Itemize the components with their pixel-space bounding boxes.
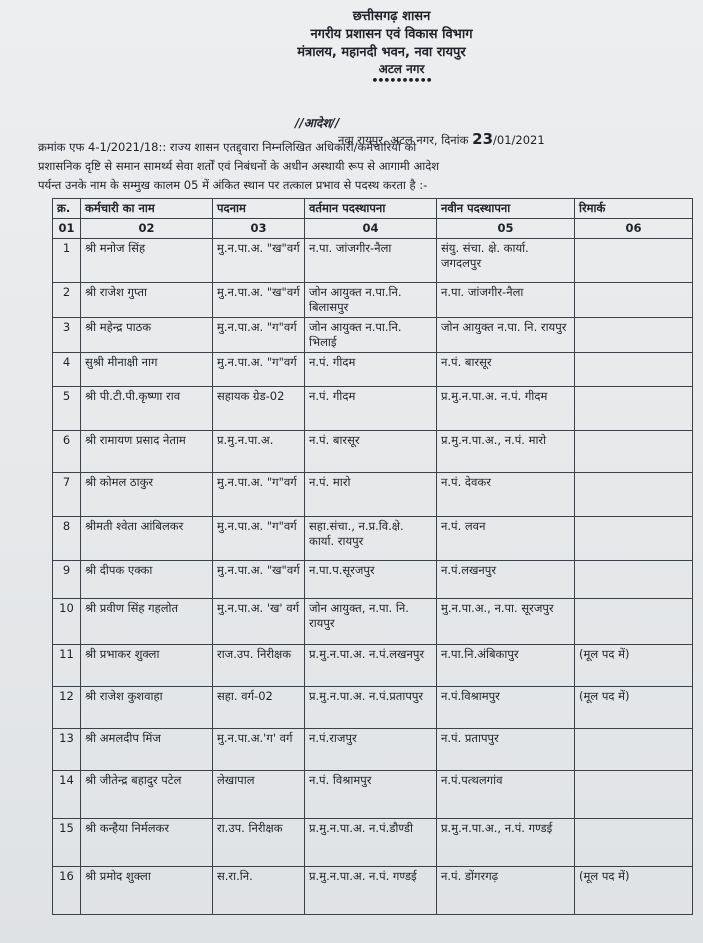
employee-name-cell: श्रीमती श्वेता आंबिलकर	[81, 517, 213, 561]
table-row	[53, 599, 693, 645]
order-title: //आदेश//	[295, 116, 340, 130]
serial-cell: 11	[53, 645, 81, 687]
designation-cell: मु.न.पा.अ. "ग"वर्ग	[213, 473, 305, 517]
employee-name-cell: श्री प्रभाकर शुक्ला	[81, 645, 213, 687]
remark-cell	[575, 729, 693, 771]
header-government: छत्तीसगढ़ शासन	[352, 9, 431, 24]
employee-name-cell: श्री प्रवीण सिंह गहलोत	[81, 599, 213, 645]
serial-cell: 10	[53, 599, 81, 645]
designation-cell: मु.न.पा.अ. "ग"वर्ग	[213, 353, 305, 387]
new-posting-cell: न.पं. डोंगरगढ़	[437, 867, 575, 915]
header-designation: पदनाम	[213, 199, 305, 219]
current-posting-cell: न.पं.राजपुर	[305, 729, 437, 771]
new-posting-cell: प्र.मु.न.पा.अ., न.पं. मारो	[437, 431, 575, 473]
employee-name-cell: श्री राजेश कुशवाहा	[81, 687, 213, 729]
current-posting-cell: न.पा.प.सूरजपुर	[305, 561, 437, 599]
header-current-posting: वर्तमान पदस्थापना	[305, 199, 437, 219]
new-posting-cell: प्र.मु.न.पा.अ., न.पं. गण्डई	[437, 819, 575, 867]
column-number: 06	[575, 219, 693, 239]
new-posting-cell: मु.न.पा.अ., न.पा. सूरजपुर	[437, 599, 575, 645]
serial-cell: 15	[53, 819, 81, 867]
new-posting-cell: न.पं.पत्थलगांव	[437, 771, 575, 819]
serial-cell: 9	[53, 561, 81, 599]
remark-cell: (मूल पद में)	[575, 687, 693, 729]
new-posting-cell: न.पं. बारसूर	[437, 353, 575, 387]
designation-cell: प्र.मु.न.पा.अ.	[213, 431, 305, 473]
new-posting-cell: न.पं. लवन	[437, 517, 575, 561]
remark-cell	[575, 318, 693, 353]
table-row	[53, 353, 693, 387]
remark-cell	[575, 561, 693, 599]
serial-cell: 5	[53, 387, 81, 431]
remark-cell	[575, 517, 693, 561]
designation-cell: मु.न.पा.अ. "ग"वर्ग	[213, 318, 305, 353]
table-row	[53, 387, 693, 431]
table-row	[53, 771, 693, 819]
current-posting-cell: जोन आयुक्त न.पा.नि. भिलाई	[305, 318, 437, 353]
table-row	[53, 561, 693, 599]
new-posting-cell: न.पं.विश्रामपुर	[437, 687, 575, 729]
designation-cell: सहायक ग्रेड-02	[213, 387, 305, 431]
table-row	[53, 867, 693, 915]
designation-cell: राज.उप. निरीक्षक	[213, 645, 305, 687]
column-number: 05	[437, 219, 575, 239]
designation-cell: मु.न.पा.अ. "ख"वर्ग	[213, 283, 305, 318]
serial-cell: 1	[53, 239, 81, 283]
designation-cell: स.रा.नि.	[213, 867, 305, 915]
new-posting-cell: संयु. संचा. क्षे. कार्या. जगदलपुर	[437, 239, 575, 283]
designation-cell: मु.न.पा.अ. "ख"वर्ग	[213, 561, 305, 599]
header-department: नगरीय प्रशासन एवं विकास विभाग	[310, 27, 473, 42]
remark-cell	[575, 819, 693, 867]
serial-cell: 12	[53, 687, 81, 729]
current-posting-cell: न.पं. मारो	[305, 473, 437, 517]
current-posting-cell: जोन आयुक्त न.पा.नि. बिलासपुर	[305, 283, 437, 318]
order-paragraph-line-1: क्रमांक एफ 4-1/2021/18:: राज्य शासन एतद्द्वारा निम्नलिखित अधिकारी/कर्मचारियों को	[38, 140, 417, 154]
remark-cell	[575, 771, 693, 819]
employee-name-cell: श्री दीपक एक्का	[81, 561, 213, 599]
current-posting-cell: सहा.संचा., न.प्र.वि.क्षे. कार्या. रायपुर	[305, 517, 437, 561]
table-row	[53, 239, 693, 283]
serial-cell: 3	[53, 318, 81, 353]
serial-cell: 8	[53, 517, 81, 561]
employee-name-cell: श्री मनोज सिंह	[81, 239, 213, 283]
table-row	[53, 283, 693, 318]
serial-cell: 6	[53, 431, 81, 473]
employee-name-cell: श्री कोमल ठाकुर	[81, 473, 213, 517]
column-number: 04	[305, 219, 437, 239]
serial-cell: 14	[53, 771, 81, 819]
order-paragraph-line-3: पर्यन्त उनके नाम के सम्मुख कालम 05 में अंकित स्थान पर तत्काल प्रभाव से पदस्थ करता है :-	[38, 178, 428, 192]
designation-cell: लेखापाल	[213, 771, 305, 819]
remark-cell	[575, 239, 693, 283]
remark-cell	[575, 387, 693, 431]
designation-cell: सहा. वर्ग-02	[213, 687, 305, 729]
current-posting-cell: न.पा. जांजगीर-नैला	[305, 239, 437, 283]
employee-name-cell: श्री रामायण प्रसाद नेताम	[81, 431, 213, 473]
new-posting-cell: न.पं.लखनपुर	[437, 561, 575, 599]
employee-name-cell: श्री महेन्द्र पाठक	[81, 318, 213, 353]
header-city: अटल नगर	[378, 62, 425, 76]
table-header-row	[53, 199, 693, 219]
employee-name-cell: श्री पी.टी.पी.कृष्णा राव	[81, 387, 213, 431]
designation-cell: रा.उप. निरीक्षक	[213, 819, 305, 867]
serial-cell: 7	[53, 473, 81, 517]
table-row	[53, 431, 693, 473]
remark-cell	[575, 599, 693, 645]
header-underline: ••••••••••	[371, 74, 432, 87]
designation-cell: मु.न.पा.अ. "ग"वर्ग	[213, 517, 305, 561]
table-row	[53, 318, 693, 353]
serial-cell: 2	[53, 283, 81, 318]
new-posting-cell: जोन आयुक्त न.पा. नि. रायपुर	[437, 318, 575, 353]
new-posting-cell: न.पा. जांजगीर-नैला	[437, 283, 575, 318]
employee-name-cell: श्री अमलदीप मिंज	[81, 729, 213, 771]
remark-cell: (मूल पद में)	[575, 867, 693, 915]
employee-name-cell: श्री कन्हैया निर्मलकर	[81, 819, 213, 867]
remark-cell	[575, 431, 693, 473]
new-posting-cell: न.पा.नि.अंबिकापुर	[437, 645, 575, 687]
remark-cell: (मूल पद में)	[575, 645, 693, 687]
current-posting-cell: प्र.मु.न.पा.अ. न.पं.प्रतापपुर	[305, 687, 437, 729]
current-posting-cell: न.पं. विश्रामपुर	[305, 771, 437, 819]
remark-cell	[575, 283, 693, 318]
new-posting-cell: न.पं. प्रतापपुर	[437, 729, 575, 771]
table-row	[53, 687, 693, 729]
header-employee-name: कर्मचारी का नाम	[81, 199, 213, 219]
header-new-posting: नवीन पदस्थापना	[437, 199, 575, 219]
current-posting-cell: न.पं. गीदम	[305, 387, 437, 431]
table-row	[53, 473, 693, 517]
serial-cell: 16	[53, 867, 81, 915]
table-row	[53, 517, 693, 561]
employee-name-cell: श्री जीतेन्द्र बहादुर पटेल	[81, 771, 213, 819]
designation-cell: मु.न.पा.अ. 'ख' वर्ग	[213, 599, 305, 645]
header-serial: क्र.	[53, 199, 81, 219]
serial-cell: 4	[53, 353, 81, 387]
current-posting-cell: न.पं. बारसूर	[305, 431, 437, 473]
remark-cell	[575, 353, 693, 387]
transfer-table	[52, 198, 693, 915]
table-body	[53, 239, 693, 915]
table-row	[53, 729, 693, 771]
column-number: 01	[53, 219, 81, 239]
designation-cell: मु.न.पा.अ. "ख"वर्ग	[213, 239, 305, 283]
column-number: 03	[213, 219, 305, 239]
serial-cell: 13	[53, 729, 81, 771]
current-posting-cell: प्र.मु.न.पा.अ. न.पं.डौण्डी	[305, 819, 437, 867]
table-row	[53, 645, 693, 687]
employee-name-cell: श्री राजेश गुप्ता	[81, 283, 213, 318]
new-posting-cell: न.पं. देवकर	[437, 473, 575, 517]
employee-name-cell: श्री प्रमोद शुक्ला	[81, 867, 213, 915]
designation-cell: मु.न.पा.अ.'ग' वर्ग	[213, 729, 305, 771]
current-posting-cell: प्र.मु.न.पा.अ. न.पं.लखनपुर	[305, 645, 437, 687]
header-remark: रिमार्क	[575, 199, 693, 219]
column-number: 02	[81, 219, 213, 239]
order-date-day: 23	[472, 130, 494, 148]
employee-name-cell: सुश्री मीनाक्षी नाग	[81, 353, 213, 387]
header-address: मंत्रालय, महानदी भवन, नवा रायपुर	[297, 45, 466, 60]
table-column-number-row	[53, 219, 693, 239]
new-posting-cell: प्र.मु.न.पा.अ. न.पं. गीदम	[437, 387, 575, 431]
current-posting-cell: न.पं. गीदम	[305, 353, 437, 387]
current-posting-cell: प्र.मु.न.पा.अ. न.पं. गण्डई	[305, 867, 437, 915]
order-place: नवा रायपुर, अटल नगर, दिनांक	[338, 133, 469, 147]
table-row	[53, 819, 693, 867]
order-date-rest: /01/2021	[493, 133, 545, 147]
current-posting-cell: जोन आयुक्त, न.पा. नि. रायपुर	[305, 599, 437, 645]
remark-cell	[575, 473, 693, 517]
order-paragraph-line-2: प्रशासनिक दृष्टि से समान सामर्थ्य सेवा शर्तों एवं निबंधनों के अधीन अस्थायी रूप से आगामी आदेश	[38, 159, 440, 173]
